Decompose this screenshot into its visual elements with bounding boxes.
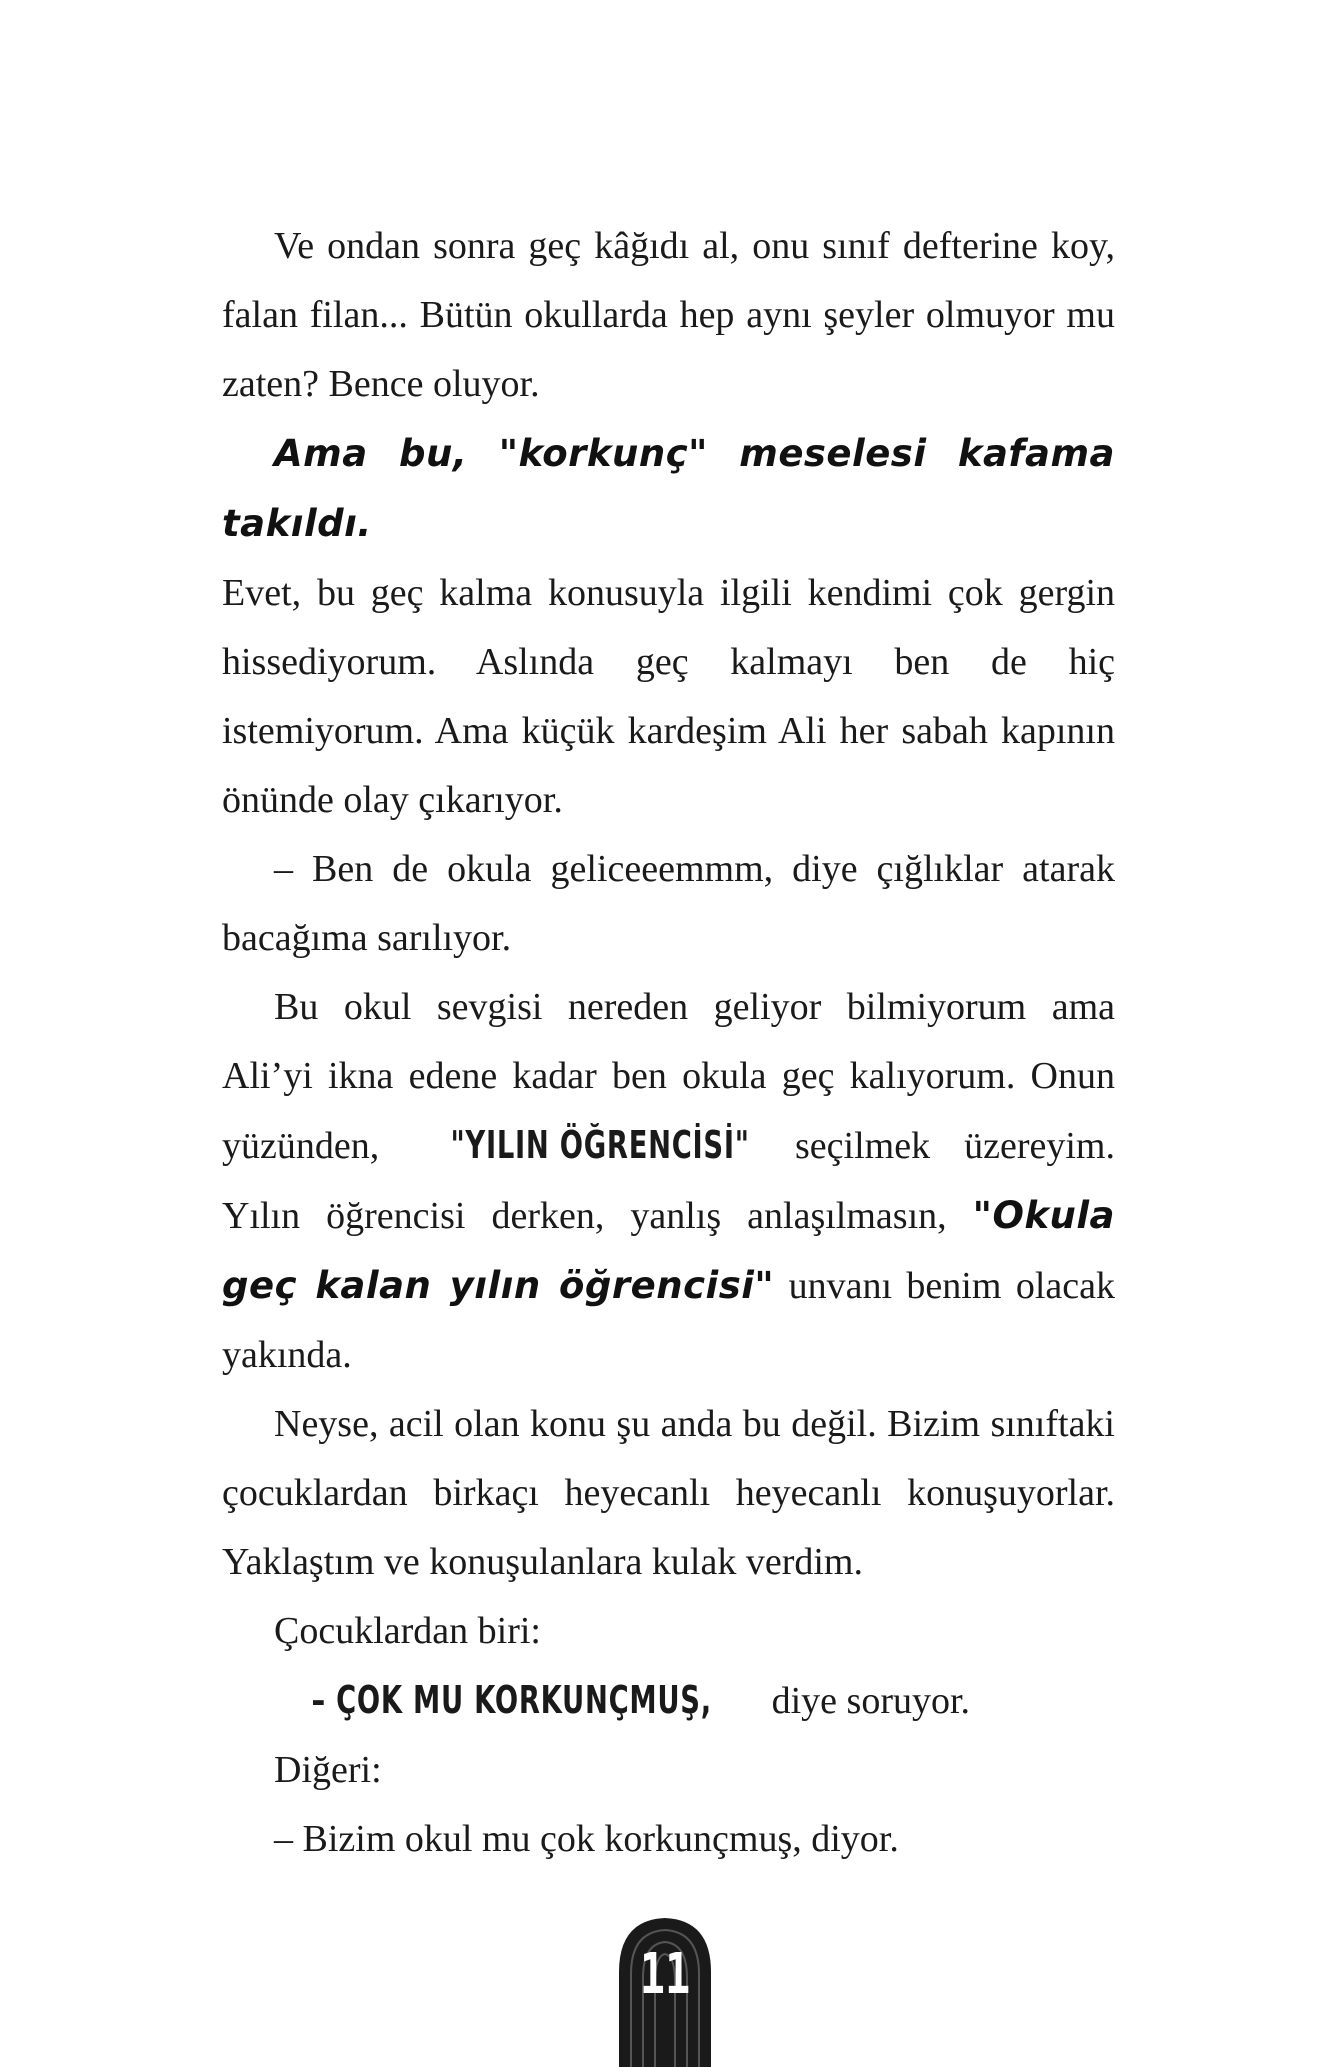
page-number: 11 bbox=[639, 1942, 691, 2007]
paragraph-5-part-a: Bu okul sevgisi nereden geliyor bilmiyorum ama Ali’yi ikna edene kadar ben okula geç kalıyorum. Onun yüzünden, bbox=[222, 986, 1115, 1167]
paragraph-6: Neyse, acil olan konu şu anda bu değil. Bizim sınıftaki çocuklardan birkaçı heyecanlı heyecanlı konuşuyorlar. Yaklaştım ve konuşulanlara kulak verdim. bbox=[222, 1403, 1115, 1583]
paragraph-3: Evet, bu geç kalma konusuyla ilgili kendimi çok gergin hissediyorum. Aslında geç kalmayı ben de hiç istemiyorum. Ama küçük kardeşim Ali her sabah kapının önünde olay çıkarıyor. bbox=[222, 572, 1115, 821]
handwritten-phrase: "Okula geç kalan yılın öğrencisi" bbox=[222, 1194, 1115, 1307]
paragraph-7: Çocuklardan biri: bbox=[274, 1610, 541, 1652]
book-page-text bbox=[222, 212, 1115, 1874]
handwritten-line bbox=[222, 419, 1115, 559]
paragraph-9: Diğeri: bbox=[274, 1749, 382, 1791]
paragraph-4: – Ben de okula geliceeemmm, diye çığlıklar atarak bacağıma sarılıyor. bbox=[222, 848, 1115, 959]
paragraph-10: – Bizim okul mu çok korkunçmuş, diyor. bbox=[274, 1818, 899, 1860]
handwritten-text: Ama bu, "korkunç" meselesi kafama takıldı. bbox=[222, 432, 1115, 545]
paragraph-5 bbox=[222, 973, 1115, 1390]
stylized-title-yilin-ogrencisi: "YILIN ÖĞRENCİSİ" bbox=[450, 1123, 751, 1167]
paragraph-1: Ve ondan sonra geç kâğıdı al, onu sınıf defterine koy, falan filan... Bütün okullarda hep aynı şeyler olmuyor mu zaten? Bence oluyor. bbox=[222, 225, 1115, 405]
paragraph-5-part-c: unvanı benim olacak yakında. bbox=[222, 1265, 1115, 1376]
paragraph-5-part-b: seçilmek üzereyim. Yılın öğrencisi derken, yanlış anlaşılmasın, bbox=[222, 1125, 1115, 1237]
paragraph-8-rest: diye soruyor. bbox=[762, 1680, 971, 1722]
stylized-shout: – ÇOK MU KORKUNÇMUŞ, bbox=[311, 1678, 712, 1722]
paragraph-8 bbox=[222, 1666, 1115, 1736]
page-number-badge bbox=[601, 1912, 729, 2067]
